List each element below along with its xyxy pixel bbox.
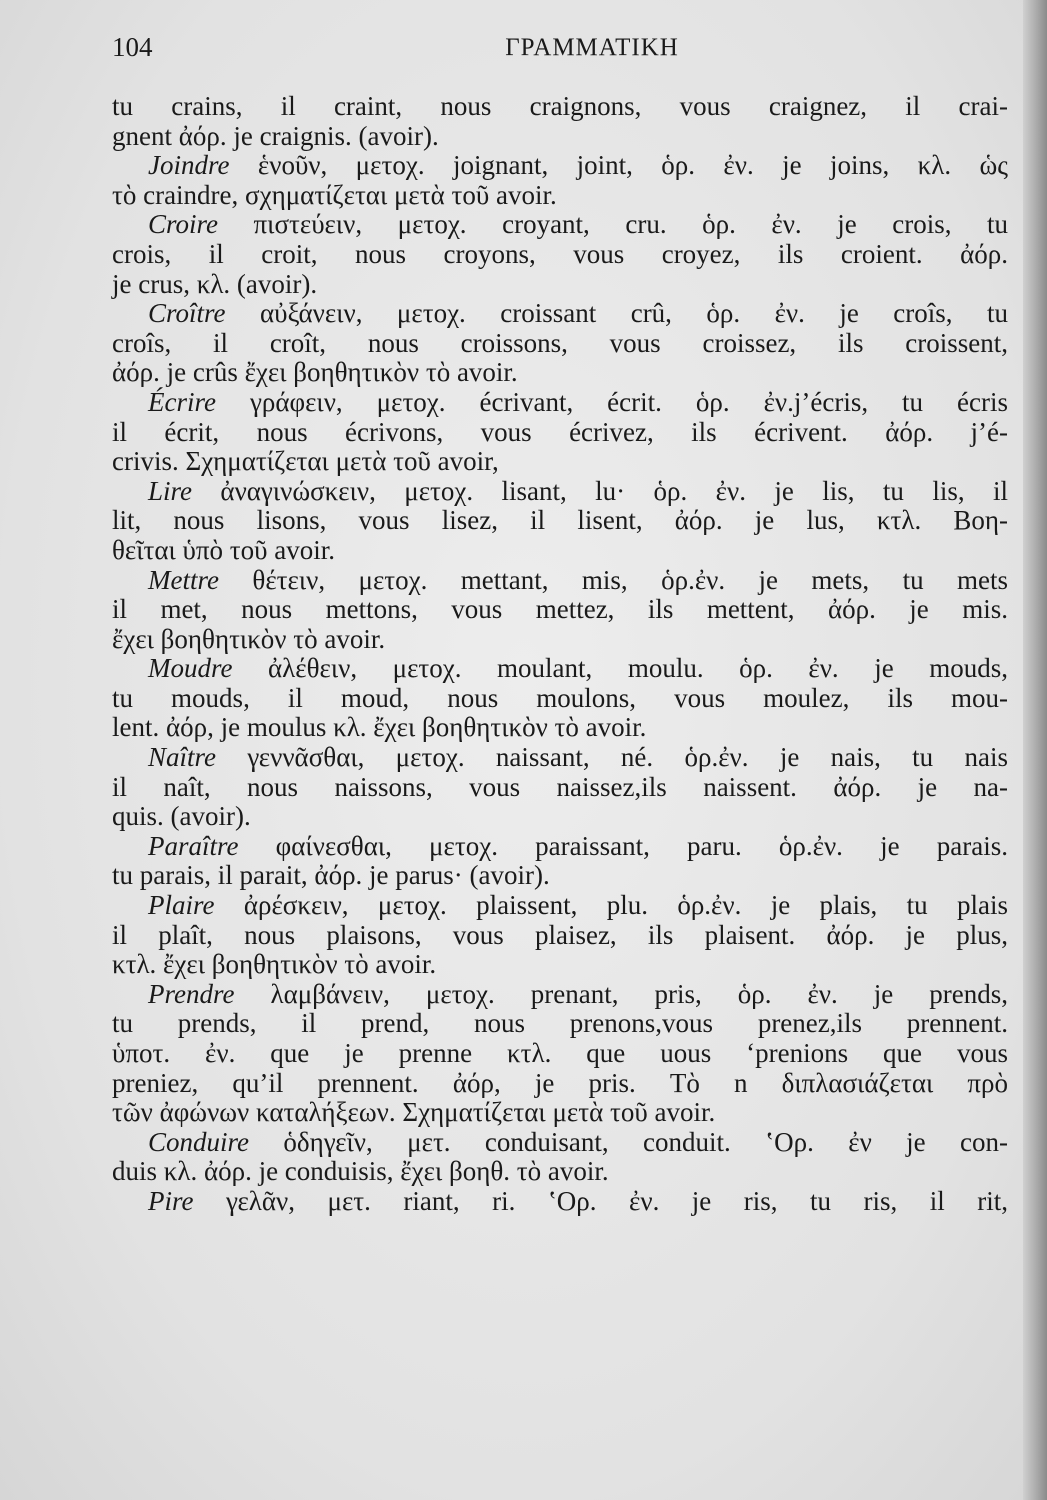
line-text: croîs, il croît, nous croissons, vous croissez, ils croissent, (112, 327, 1008, 358)
text-line (112, 151, 1008, 181)
text-line (112, 536, 1008, 566)
line-text: crois, il croit, nous croyons, vous croyez, ils croient. ἀόρ. (112, 238, 1008, 269)
line-text: gnent ἀόρ. je craignis. (avoir). (112, 120, 439, 151)
verb-head-word: Pire (148, 1185, 194, 1216)
text-line (112, 506, 1008, 536)
line-text: il naît, nous naissons, vous naissez,ils naissent. ἀόρ. je na- (112, 771, 1008, 802)
verb-head-word: Paraître (148, 830, 239, 861)
line-text: duis κλ. ἀόρ. je conduisis, ἔχει βοηθ. τὸ avoir. (112, 1156, 609, 1187)
line-text: ἀλέθειν, μετοχ. moulant, moulu. ὁρ. ἐν. je mouds, (232, 653, 1008, 684)
text-line (112, 388, 1008, 418)
line-text: lit, nous lisons, vous lisez, il lisent, ἀόρ. je lus, κτλ. Βοη- (112, 505, 1008, 536)
text-line (112, 861, 1008, 891)
book-spine-shadow (1023, 0, 1047, 1500)
verb-head-word: Croire (148, 209, 219, 240)
line-text: il met, nous mettons, vous mettez, ils mettent, ἀόρ. je mis. (112, 594, 1008, 625)
line-text: quis. (avoir). (112, 801, 251, 832)
page-number: 104 (112, 32, 153, 62)
verb-head-word: Conduire (148, 1126, 249, 1157)
body-text (112, 92, 1008, 1217)
text-line (112, 1069, 1008, 1099)
line-text: ἀόρ. je crûs ἔχει βοηθητικὸν τὸ avoir. (112, 357, 518, 388)
text-line (112, 240, 1008, 270)
line-text: θέτειν, μετοχ. mettant, mis, ὁρ.ἐν. je mets, tu mets (218, 564, 1008, 595)
text-line (112, 802, 1008, 832)
text-line (112, 358, 1008, 388)
text-line (112, 210, 1008, 240)
running-title: ΓΡΑΜΜΑΤΙΚΗ (505, 34, 679, 61)
line-text: ὁδηγεῖν, μετ. conduisant, conduit. ʽΟρ. ἐν je con- (249, 1126, 1008, 1157)
text-line (112, 921, 1008, 951)
line-text: tu crains, il craint, nous craignons, vous craignez, il crai- (112, 91, 1008, 121)
text-line (112, 122, 1008, 152)
line-text: tu parais, il parait, ἀόρ. je parus· (avoir). (112, 860, 550, 891)
text-line (112, 595, 1008, 625)
line-text: λαμβάνειν, μετοχ. prenant, pris, ὁρ. ἐν. je prends, (234, 978, 1008, 1009)
text-line (112, 743, 1008, 773)
line-text: γράφειν, μετοχ. écrivant, écrit. ὁρ. ἐν.j’écris, tu écris (215, 386, 1008, 417)
verb-head-word: Plaire (148, 890, 215, 921)
text-line (112, 1098, 1008, 1128)
text-line (112, 477, 1008, 507)
line-text: ὑποτ. ἐν. que je prenne κτλ. que uous ‘prenions que vous (112, 1038, 1008, 1068)
line-text: ἔχει βοηθητικὸν τὸ avoir. (112, 623, 386, 654)
line-text: preniez, qu’il prennent. ἀόρ, je pris. Τὸ n διπλασιάζεται πρὸ (112, 1067, 1008, 1098)
text-line (112, 1039, 1008, 1069)
line-text: αὐξάνειν, μετοχ. croissant crû, ὁρ. ἐν. je croîs, tu (225, 298, 1008, 329)
line-text: tu prends, il prend, nous prenons,vous prenez,ils prennent. (112, 1008, 1008, 1039)
line-text: crivis. Σχηματίζεται μετὰ τοῦ avoir, (112, 446, 499, 477)
line-text: lent. ἀόρ, je moulus κλ. ἔχει βοηθητικὸν τὸ avoir. (112, 712, 647, 743)
text-line (112, 270, 1008, 300)
verb-head-word: Moudre (148, 653, 233, 684)
verb-head-word: Croître (148, 298, 226, 329)
text-line (112, 447, 1008, 477)
text-line (112, 1128, 1008, 1158)
verb-head-word: Mettre (148, 564, 219, 595)
text-line (112, 329, 1008, 359)
text-line (112, 950, 1008, 980)
verb-head-word: Joindre (148, 150, 230, 181)
line-text: il plaît, nous plaisons, vous plaisez, ils plaisent. ἀόρ. je plus, (112, 919, 1008, 950)
line-text: γελᾶν, μετ. riant, ri. ʽΟρ. ἐν. je ris, tu ris, il rit, (193, 1185, 1008, 1216)
text-line (112, 625, 1008, 655)
line-text: je crus, κλ. (avoir). (112, 268, 318, 299)
text-line (112, 773, 1008, 803)
line-text: κτλ. ἔχει βοηθητικὸν τὸ avoir. (112, 949, 437, 980)
verb-head-word: Prendre (148, 978, 235, 1009)
text-line (112, 684, 1008, 714)
line-text: τὸ craindre, σχηματίζεται μετὰ τοῦ avoir. (112, 179, 557, 210)
text-line (112, 1157, 1008, 1187)
line-text: ἑνοῦν, μετοχ. joignant, joint, ὁρ. ἐν. je joins, κλ. ὡς (229, 150, 1008, 181)
line-text: γεννᾶσθαι, μετοχ. naissant, né. ὁρ.ἐν. je nais, tu nais (216, 742, 1008, 773)
text-line (112, 418, 1008, 448)
line-text: ἀρέσκειν, μετοχ. plaissent, plu. ὁρ.ἐν. je plais, tu plais (214, 890, 1008, 921)
text-line (112, 891, 1008, 921)
line-text: φαίνεσθαι, μετοχ. paraissant, paru. ὁρ.ἐν. je parais. (238, 830, 1008, 861)
verb-head-word: Lire (148, 475, 193, 506)
text-line (112, 566, 1008, 596)
text-line (112, 181, 1008, 211)
line-text: τῶν ἀφώνων καταλήξεων. Σχηματίζεται μετὰ τοῦ avoir. (112, 1097, 716, 1128)
text-line (112, 832, 1008, 862)
line-text: ἀναγινώσκειν, μετοχ. lisant, lu· ὁρ. ἐν. je lis, tu lis, il (192, 475, 1008, 506)
text-line (112, 654, 1008, 684)
text-line (112, 299, 1008, 329)
verb-head-word: Écrire (148, 386, 216, 417)
text-line (112, 980, 1008, 1010)
text-line (112, 92, 1008, 122)
verb-head-word: Naître (148, 742, 217, 773)
text-line (112, 1009, 1008, 1039)
text-line (112, 1187, 1008, 1217)
line-text: tu mouds, il moud, nous moulons, vous moulez, ils mou- (112, 682, 1008, 713)
text-line (112, 713, 1008, 743)
line-text: θεῖται ὑπὸ τοῦ avoir. (112, 534, 336, 565)
page-header (112, 32, 1012, 72)
line-text: il écrit, nous écrivons, vous écrivez, ils écrivent. ἀόρ. j’é- (112, 416, 1008, 447)
line-text: πιστεύειν, μετοχ. croyant, cru. ὁρ. ἐν. je crois, tu (218, 209, 1008, 240)
